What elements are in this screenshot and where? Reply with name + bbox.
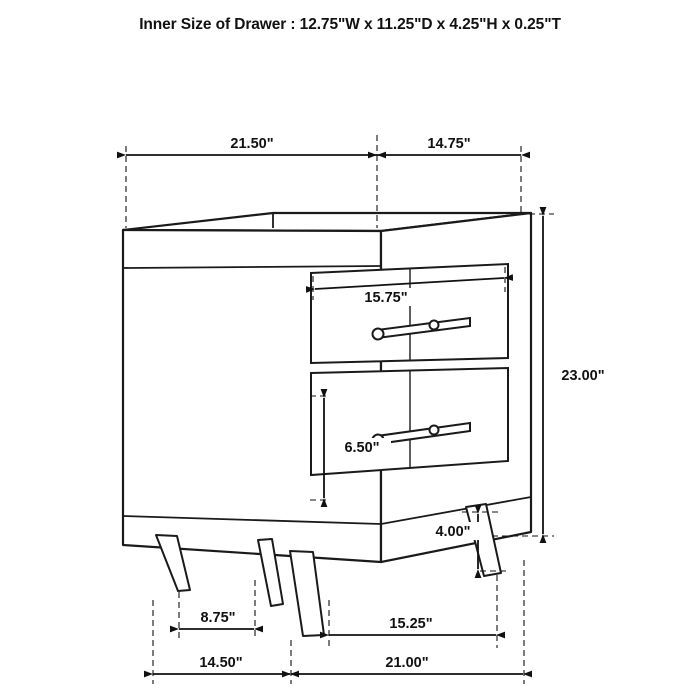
dim-label-overall-height: 23.00" bbox=[561, 368, 605, 384]
dim-label-base-depth: 14.50" bbox=[199, 655, 243, 671]
upper-handle-post bbox=[430, 321, 439, 330]
dim-label-lower-drawer-height: 6.50" bbox=[344, 440, 380, 456]
dim-label-base-width: 21.00" bbox=[385, 655, 429, 671]
page-title: Inner Size of Drawer : 12.75"W x 11.25"D x 4.25"H x 0.25"T bbox=[139, 16, 561, 33]
dim-label-upper-drawer-width: 15.75" bbox=[364, 290, 408, 306]
dim-label-leg-height: 4.00" bbox=[435, 524, 471, 540]
dim-label-leg-span-front: 15.25" bbox=[389, 616, 433, 632]
dim-label-top-front-width: 21.50" bbox=[230, 136, 274, 152]
dim-label-leg-span-side: 8.75" bbox=[200, 610, 236, 626]
leg-front-right bbox=[290, 551, 324, 636]
lower-handle-post bbox=[430, 426, 439, 435]
extension-lines-leg-span-front bbox=[329, 575, 497, 648]
dim-label-top-side-depth: 14.75" bbox=[427, 136, 471, 152]
upper-handle-end-cap bbox=[373, 329, 384, 340]
